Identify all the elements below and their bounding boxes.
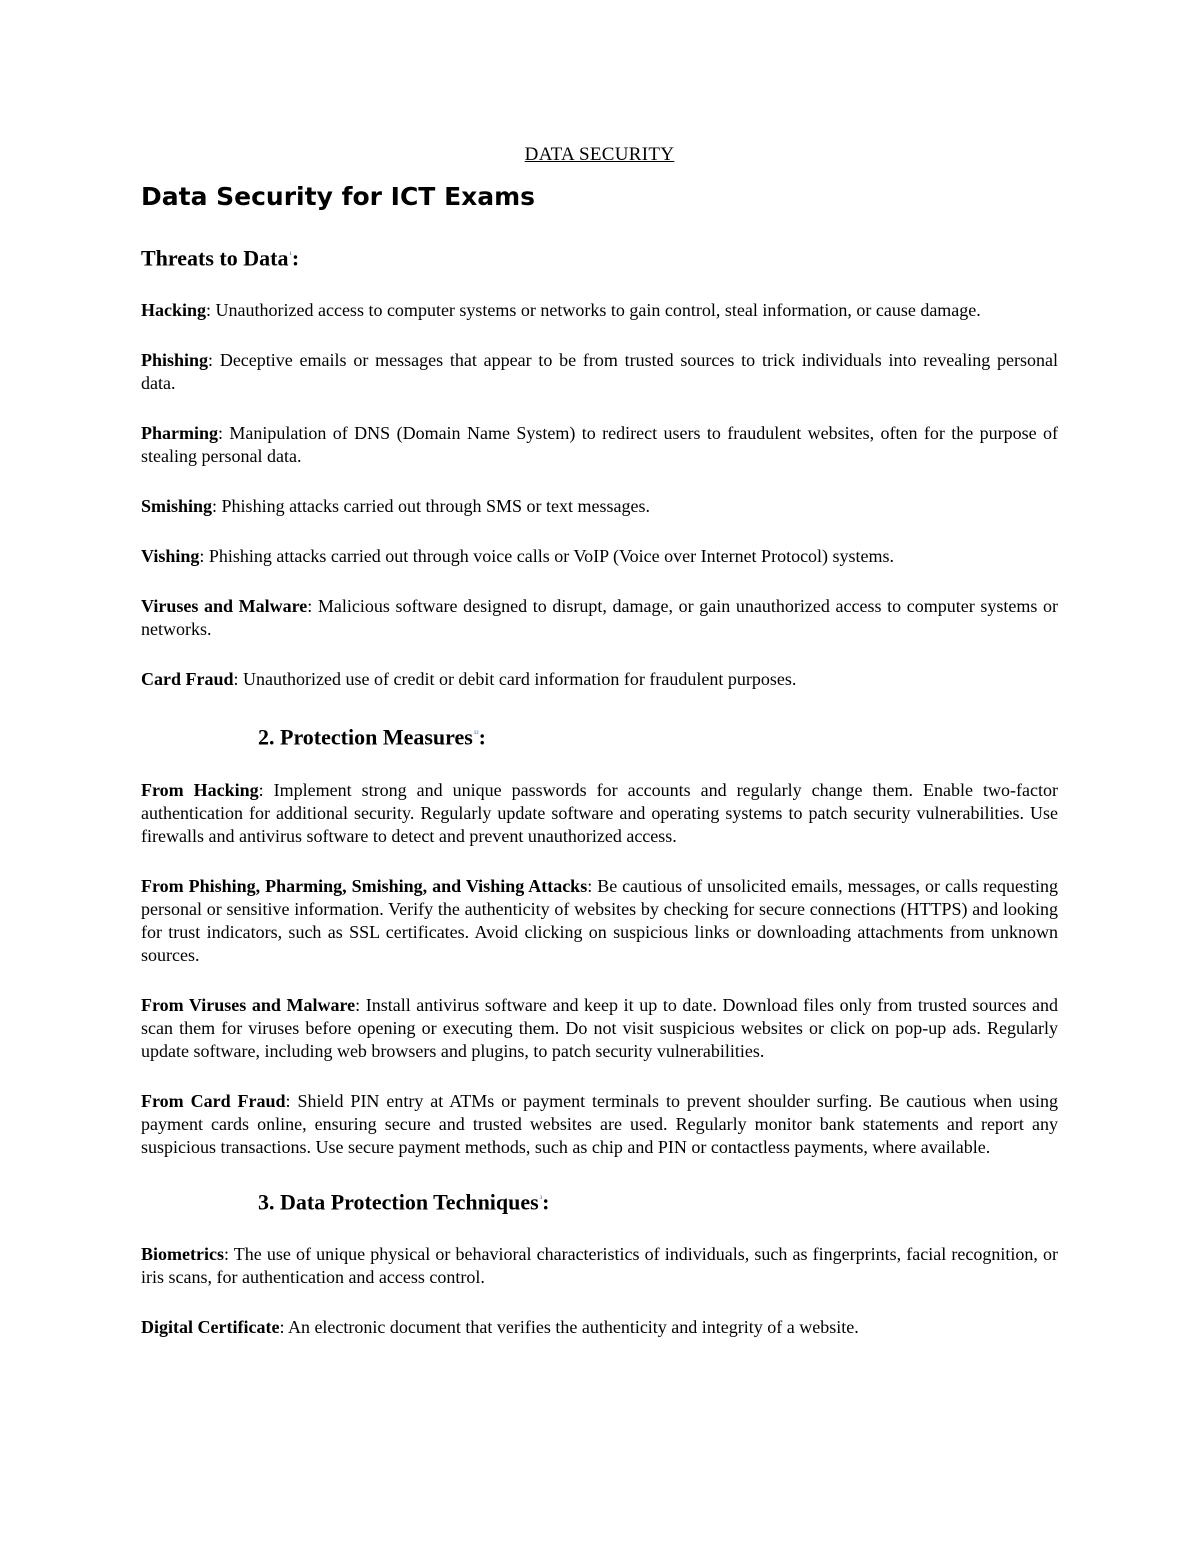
entry-term: From Hacking	[141, 779, 259, 800]
entry-term: Viruses and Malware	[141, 596, 308, 617]
entry-description: : Be cautious of unsolicited emails, messages, or calls requesting personal or sensitive information. Verify the authenticity of websites by checking for secure connections (HTTPS) and looking for trust indicators, such as SSL certificates. Avoid clicking on suspicious links or downloading attachments from unknown sources.	[141, 875, 1058, 965]
entry-description: : Implement strong and unique passwords for accounts and regularly change them. Enable two-factor authentication for additional security. Regularly update software and operating systems to patch security vulnerabilities. Use firewalls and antivirus software to detect and prevent unauthorized access.	[141, 779, 1058, 846]
entry-description: : An electronic document that verifies the authenticity and integrity of a website.	[279, 1316, 859, 1337]
section-heading-text: 3. Data Protection Techniques	[258, 1188, 539, 1214]
heading-colon: :	[542, 1188, 550, 1214]
entry-description: : Phishing attacks carried out through SMS or text messages.	[212, 496, 650, 517]
threat-entry-phishing	[141, 349, 1058, 395]
document-label: DATA SECURITY	[524, 144, 675, 165]
threat-entry-pharming	[141, 422, 1058, 468]
heading-colon: :	[478, 724, 486, 750]
protection-entry-phishing-attacks	[141, 875, 1058, 967]
entry-description: : The use of unique physical or behavioral characteristics of individuals, such as fingerprints, facial recognition, or iris scans, for authentication and access control.	[141, 1243, 1058, 1287]
section-heading-text: 2. Protection Measures	[258, 724, 473, 750]
entry-description: : Manipulation of DNS (Domain Name System) to redirect users to fraudulent websites, often for the purpose of stealing personal data.	[141, 423, 1058, 467]
entry-description: : Unauthorized use of credit or debit card information for fraudulent purposes.	[233, 669, 797, 690]
entry-description: : Install antivirus software and keep it up to date. Download files only from trusted sources and scan them for viruses before opening or executing them. Do not visit suspicious websites or click on pop-up ads. Regularly update software, including web browsers and plugins, to patch security vulnerabilities.	[141, 994, 1059, 1061]
protection-entry-hacking	[141, 779, 1058, 848]
protection-entry-viruses-malware	[141, 994, 1058, 1063]
entry-term: From Viruses and Malware	[141, 994, 356, 1015]
entry-term: From Phishing, Pharming, Smishing, and Vishing Attacks	[141, 875, 588, 896]
entry-description: : Shield PIN entry at ATMs or payment terminals to prevent shoulder surfing. Be cautious when using payment cards online, ensuring secure and trusted websites are used. Regularly monitor bank statements and report any suspicious transactions. Use secure payment methods, such as chip and PIN or contactless payments, where available.	[141, 1090, 1058, 1157]
entry-term: Hacking	[141, 300, 207, 321]
technique-entry-biometrics	[141, 1243, 1058, 1289]
entry-term: Card Fraud	[141, 669, 234, 690]
section-heading-threats	[141, 240, 1058, 273]
footnote-reference[interactable]: ¹²	[473, 729, 479, 739]
entry-term: Vishing	[141, 546, 200, 567]
entry-description: : Malicious software designed to disrupt, damage, or gain unauthorized access to computer systems or networks.	[141, 596, 1059, 640]
entry-term: Digital Certificate	[141, 1316, 280, 1337]
threat-entry-hacking	[141, 299, 1058, 322]
entry-description: : Phishing attacks carried out through voice calls or VoIP (Voice over Internet Protocol) systems.	[199, 546, 895, 567]
entry-term: From Card Fraud	[141, 1090, 286, 1111]
entry-term: Phishing	[141, 350, 209, 371]
document-title: Data Security for ICT Exams	[141, 182, 536, 211]
threat-entry-card-fraud	[141, 668, 1058, 691]
section-heading-protection	[141, 719, 1058, 752]
entry-description: : Unauthorized access to computer systems or networks to gain control, steal information, or cause damage.	[206, 300, 981, 321]
entry-term: Smishing	[141, 496, 213, 517]
threat-entry-smishing	[141, 495, 1058, 518]
threat-entry-viruses-malware	[141, 595, 1058, 641]
footnote-reference[interactable]: ¹	[289, 250, 292, 259]
protection-entry-card-fraud	[141, 1090, 1058, 1159]
section-heading-text: Threats to Data	[141, 245, 289, 271]
heading-colon: :	[291, 245, 300, 271]
threat-entry-vishing	[141, 545, 1058, 568]
technique-entry-digital-certificate	[141, 1316, 1058, 1339]
entry-description: : Deceptive emails or messages that appear to be from trusted sources to trick individuals into revealing personal data.	[141, 350, 1058, 394]
entry-term: Biometrics	[141, 1243, 224, 1264]
document-body	[141, 140, 1058, 1339]
section-heading-techniques	[141, 1184, 1058, 1217]
footnote-reference[interactable]: ³	[539, 1193, 543, 1203]
entry-term: Pharming	[141, 423, 219, 444]
